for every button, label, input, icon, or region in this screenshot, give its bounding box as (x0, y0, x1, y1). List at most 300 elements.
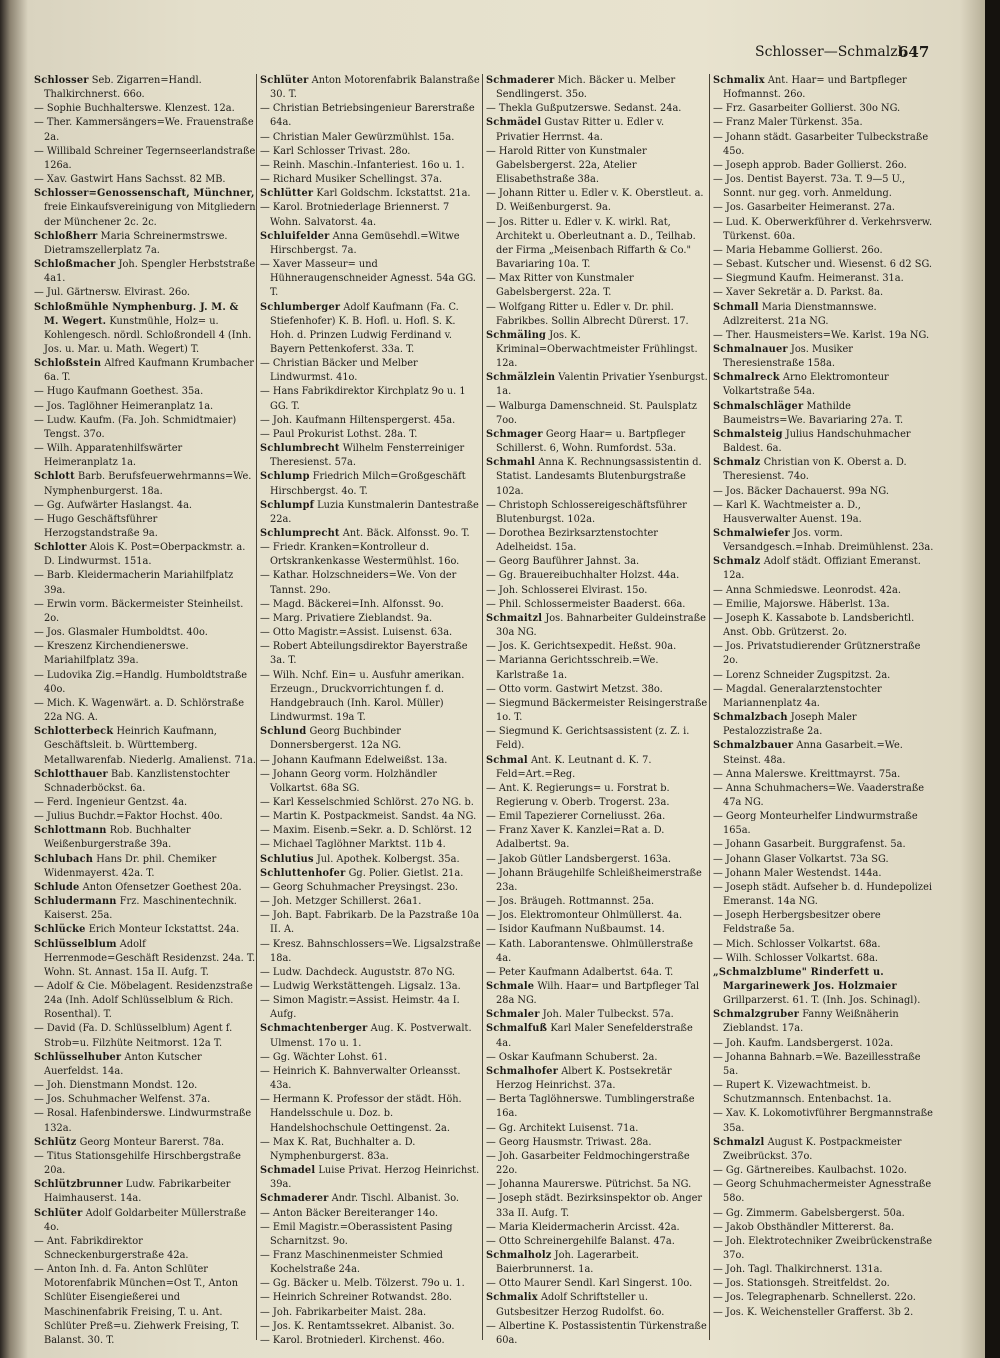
directory-entry (713, 966, 935, 1008)
entry-details: Joseph Maler Pestalozzistraße 2a. (723, 712, 857, 738)
entry-details: — Siegmund K. Gerichtsassistent (z. Z. i. Feld). (486, 726, 690, 752)
directory-entry (713, 527, 935, 555)
directory-entry (713, 1235, 935, 1263)
entry-details: — Jos. K. Rentamtssekret. Albanist. 3o. (260, 1320, 455, 1332)
entry-details: Gustav Ritter u. Edler v. Privatier Herrnst. 4a. (496, 117, 665, 143)
entry-details: — Georg Bauführer Jahnst. 3a. (486, 556, 640, 568)
directory-entry (260, 541, 482, 569)
directory-entry (260, 1164, 482, 1192)
directory-entry (260, 1192, 482, 1206)
entry-details: Friedrich Milch=Großgeschäft Hirschbergst. 4o. T. (270, 471, 466, 497)
entry-surname: Schmaler (486, 1009, 540, 1021)
entry-details: Anton Motorenfabrik Balanstraße 30. T. (270, 75, 480, 101)
entry-details: — Magdal. Generalarztenstochter Mariannenplatz 4a. (713, 683, 882, 709)
entry-details: — Frz. Gasarbeiter Gollierst. 30o NG. (713, 103, 901, 115)
directory-entry (260, 640, 482, 668)
entry-details: — Joseph K. Kassabote b. Landsberichtl. Anst. Obb. Grützerst. 2o. (713, 612, 915, 639)
directory-entry (34, 385, 256, 399)
entry-surname: Schmahl (486, 457, 536, 469)
directory-entry (486, 272, 708, 300)
entry-surname: Schlüsselblum (34, 938, 117, 950)
directory-entry (260, 357, 482, 385)
entry-details: — Johann Gasarbeit. Burggrafenst. 5a. (713, 839, 906, 851)
directory-entry (260, 1334, 482, 1348)
entry-details: — Wilh. Schlosser Volkartst. 68a. (713, 952, 879, 964)
directory-entry (486, 1022, 708, 1050)
entry-details: — Joh. Elektrotechniker Zweibrückenstraße 37o. (713, 1235, 933, 1261)
entry-details: — Gg. Gärtnereibes. Kaulbachst. 102o. (713, 1165, 907, 1177)
directory-entry (713, 286, 935, 300)
directory-entry (713, 173, 935, 201)
running-head (755, 44, 990, 60)
directory-entry (34, 626, 256, 640)
entry-details: — Joh. Tagl. Thalkirchnerst. 131a. (713, 1264, 883, 1276)
entry-details: Jos. Musiker Theresienstraße 158a. (723, 343, 853, 370)
directory-column-4 (713, 74, 935, 1320)
directory-entry (713, 853, 935, 867)
entry-details: Georg Buchbinder Donnersbergerst. 12a NG. (270, 726, 402, 752)
directory-entry (260, 1207, 482, 1221)
entry-details: — Kath. Laborantenswe. Ohlmüllerstraße 4a. (486, 938, 694, 964)
entry-surname: Schmaderer (486, 75, 555, 86)
entry-details: Maria Schreinermstrswe. Dietramszellerplatz 7a. (44, 230, 228, 256)
entry-details: — Anna Schuhmachers=We. Vaaderstraße 47a NG. (713, 782, 925, 808)
entry-surname: Schlüter (260, 75, 309, 86)
directory-entry (34, 1150, 256, 1178)
entry-details: Christian von K. Oberst a. D. Theresienst. 74o. (723, 457, 907, 483)
entry-details: Luise Privat. Herzog Heinrichst. 39a. (270, 1165, 480, 1191)
directory-entry (260, 131, 482, 145)
directory-entry (713, 201, 935, 215)
entry-details: — Emilie, Majorswe. Häberlst. 13a. (713, 598, 890, 610)
directory-entry (713, 711, 935, 739)
entry-details: — Joseph Herbergsbesitzer obere Feldstraße 5a. (713, 910, 881, 936)
entry-details: — Ludw. Dachdeck. Auguststr. 87o NG. (260, 966, 456, 978)
directory-entry (260, 725, 482, 753)
directory-entry (713, 1037, 935, 1051)
directory-entry (260, 980, 482, 994)
directory-entry (34, 569, 256, 597)
entry-details: — Phil. Schlossermeister Baaderst. 66a. (486, 598, 686, 610)
directory-entry (486, 1192, 708, 1220)
entry-surname: Schmalz (713, 556, 761, 568)
directory-entry (34, 499, 256, 513)
entry-details: — Harold Ritter von Kunstmaler Gabelsbergerst. 22a, Atelier Elisabethstraße 38a. (486, 145, 647, 186)
directory-entry (713, 74, 935, 102)
entry-details: — Emil Magistr.=Oberassistent Pasing Scharnitzst. 9o. (260, 1221, 453, 1247)
directory-entry (34, 895, 256, 923)
entry-details: — Barb. Kleidermacherin Mariahilfplatz 39a. (34, 570, 234, 596)
directory-entry (486, 754, 708, 782)
entry-details: — Joh. Bapt. Fabrikarb. De la Pazstraße 10a II. A. (260, 910, 480, 936)
directory-entry (713, 909, 935, 937)
entry-surname: „Schmalzblume" Rinderfett u. Margarinewerk Jos. Holzmaier (713, 966, 897, 992)
directory-entry (34, 640, 256, 668)
directory-entry (713, 640, 935, 668)
entry-details: — Hugo Kaufmann Goethest. 35a. (34, 386, 204, 398)
entry-details: — Lorenz Schneider Zugspitzst. 2a. (713, 669, 891, 681)
directory-entry (260, 1221, 482, 1249)
entry-details: — Rupert K. Vizewachtmeist. b. Schutzmannsch. Entenbachst. 1a. (713, 1080, 892, 1106)
directory-entry (486, 499, 708, 527)
entry-details: — Mich. K. Wagenwärt. a. D. Schlörstraße 22a NG. A. (34, 697, 245, 724)
entry-details: — Wilh. Apparatenhilfswärter Heimeranplatz 1a. (34, 443, 183, 469)
directory-entry (713, 739, 935, 767)
entry-details: — Oskar Kaufmann Schuberst. 2a. (486, 1051, 658, 1063)
entry-details: Joh. Maler Tulbeckst. 57a. (542, 1009, 674, 1021)
entry-details: — Johann städt. Gasarbeiter Tulbeckstraße 45o. (713, 131, 929, 157)
directory-entry (713, 371, 935, 399)
directory-entry (34, 301, 256, 358)
directory-entry (486, 1221, 708, 1235)
entry-details: — Joh. Schlosserei Elvirast. 15o. (486, 584, 648, 596)
entry-details: — Martin K. Postpackmeist. Sandst. 4a NG. (260, 811, 477, 823)
entry-details: — Maxim. Eisenb.=Sekr. a. D. Schlörst. 12 (260, 825, 472, 837)
entry-details: — Georg Schuhmachermeister Agnesstraße 58o. (713, 1179, 932, 1205)
entry-details: — Johann Glaser Volkartst. 73a SG. (713, 853, 889, 865)
directory-entry (260, 1065, 482, 1093)
entry-details: Joh. Spengler Herbststraße 4a1. (44, 259, 256, 285)
directory-entry (486, 1291, 708, 1319)
entry-details: — Maria Kleidermacherin Arcisst. 42a. (486, 1221, 680, 1233)
entry-surname: Schloßstein (34, 358, 102, 370)
directory-entry (713, 881, 935, 909)
entry-details: — Jos. Elektromonteur Ohlmüllerst. 4a. (486, 910, 683, 922)
entry-surname: Schlottmann (34, 825, 107, 837)
directory-entry (486, 74, 708, 102)
entry-details: Joh. Lagerarbeit. Baierbrunnerst. 1a. (496, 1249, 639, 1276)
directory-entry (260, 102, 482, 130)
entry-surname: Schmachtenberger (260, 1023, 368, 1035)
directory-entry (34, 1051, 256, 1079)
entry-details: Erich Monteur Ickstattst. 24a. (88, 924, 240, 936)
entry-details: Karl Goldschm. Ickstattst. 21a. (316, 188, 471, 200)
entry-details: — Ludwig Werkstättengeh. Ligsalz. 13a. (260, 981, 461, 992)
directory-entry (260, 909, 482, 937)
entry-details: Hans Dr. phil. Chemiker Widenmayerst. 42a. T. (44, 853, 217, 879)
entry-details: — Magd. Bäckerei=Inh. Alfonsst. 9o. (260, 598, 444, 610)
directory-entry (486, 1249, 708, 1277)
entry-details: — Julius Buchdr.=Faktor Hochst. 40o. (34, 811, 223, 823)
directory-entry (260, 938, 482, 966)
entry-details: — Joseph städt. Bezirksinspektor ob. Anger 33a II. Aufg. T. (486, 1193, 703, 1219)
entry-details: — Jakob Gütler Landsbergerst. 163a. (486, 853, 672, 865)
entry-details: — Sebast. Kutscher und. Wiesenst. 6 d2 SG. (713, 259, 933, 271)
directory-entry (713, 952, 935, 966)
entry-details: — Marg. Privatiere Zieblandst. 9a. (260, 612, 433, 624)
directory-entry (34, 923, 256, 937)
directory-entry (34, 286, 256, 300)
entry-details: — Johann Ritter u. Edler v. K. Oberstleut. a. D. Weißenburgerst. 9a. (486, 188, 704, 214)
entry-details: — Hermann K. Professor der städt. Höh. Handelsschule u. Doz. b. Handelshochschule Oettingenst. 2a. (260, 1094, 462, 1134)
directory-entry (486, 116, 708, 144)
entry-details: — Georg Monteurhelfer Lindwurmstraße 165a. (713, 811, 918, 837)
directory-entry (260, 994, 482, 1022)
entry-details: — Karol. Brotniederl. Kirchenst. 46o. (260, 1334, 445, 1346)
directory-entry (486, 598, 708, 612)
entry-details: Jos. Bahnarbeiter Guldeinstraße 30a NG. (496, 612, 706, 639)
entry-details: — Anna Malerswe. Kreittmayrst. 75a. (713, 768, 901, 780)
entry-details: Anna Gemüsehdl.=Witwe Hirschbergst. 7a. (270, 230, 460, 256)
entry-surname: Schmaitzl (486, 612, 543, 624)
directory-entry (713, 810, 935, 838)
directory-entry (713, 1164, 935, 1178)
directory-entry (260, 838, 482, 852)
directory-entry (486, 966, 708, 980)
directory-entry (34, 1022, 256, 1050)
entry-surname: Schmalfuß (486, 1023, 548, 1035)
directory-entry (260, 201, 482, 229)
entry-surname: Schludermann (34, 896, 117, 908)
entry-details: — Gg. Zimmerm. Gabelsbergerst. 50a. (713, 1207, 905, 1219)
entry-details: — Heinrich K. Bahnverwalter Orleansst. 43a. (260, 1065, 461, 1092)
entry-surname: Schlotter (34, 542, 87, 554)
entry-details: Kunstmühle, Holz= u. Kohlengesch. nördl. Schloßrondell 4 (Inh. Jos. u. Mar. u. Math. Wegert) T. (44, 315, 252, 355)
entry-details: — Jos. Privatstudierender Grütznerstraße 2o. (713, 641, 921, 667)
directory-entry (713, 1107, 935, 1135)
entry-details: — Thekla Gußputzerswe. Sedanst. 24a. (486, 103, 682, 115)
directory-entry (713, 1178, 935, 1206)
entry-details: Jos. vorm. Versandgesch.=Inhab. Dreimühlenst. 23a. (723, 528, 934, 554)
directory-entry (486, 853, 708, 867)
entry-details: — Jos. Ritter u. Edler v. K. wirkl. Rat, Architekt u. Oberleutnant a. D., Teilhab. der Firma „Meisenbach Riffarth & Co." Bavariaring 10a. T. (486, 216, 696, 271)
entry-details: — Georg Hausmstr. Triwast. 28a. (486, 1136, 652, 1148)
entry-details: — Karl Kesselschmied Schlörst. 27o NG. b. (260, 796, 474, 808)
entry-surname: Schlumpf (260, 499, 315, 511)
entry-details: Adolf städt. Offiziant Emeranst. 12a. (723, 556, 921, 582)
directory-entry (713, 1051, 935, 1079)
entry-details: — Dorothea Bezirksarztenstochter Adelheidst. 15a. (486, 528, 658, 554)
entry-details: — Johanna Bahnarb.=We. Bazeillesstraße 5a. (713, 1051, 921, 1077)
running-head-title: Schlosser—Schmalzl. (755, 44, 907, 60)
entry-details: — Anna Schmiedswe. Leonrodst. 42a. (713, 584, 901, 596)
directory-entry (34, 938, 256, 980)
directory-entry (260, 499, 482, 527)
directory-entry (486, 371, 708, 399)
entry-surname: Schlump (260, 471, 310, 483)
entry-surname: Schloßmühle Nymphenburg. J. M. & M. Wegert. (34, 301, 239, 327)
directory-entry (34, 116, 256, 144)
entry-details: — Johann Georg vorm. Holzhändler Volkartst. 68a SG. (260, 768, 437, 794)
entry-surname: Schlüsselhuber (34, 1051, 122, 1063)
directory-entry (260, 301, 482, 358)
directory-entry (260, 1320, 482, 1334)
directory-entry (34, 1207, 256, 1235)
directory-entry (34, 1136, 256, 1150)
entry-details: — Maria Hebamme Gollierst. 26o. (713, 244, 883, 256)
entry-details: Mich. Bäcker u. Melber Sendlingerst. 35o. (496, 75, 676, 101)
entry-details: — Kathar. Holzschneiders=We. Von der Tannst. 29o. (260, 570, 457, 596)
directory-entry (486, 1235, 708, 1249)
entry-details: Jul. Apothek. Kolbergst. 35a. (316, 853, 460, 865)
entry-details: — Anton Bäcker Bereiteranger 14o. (260, 1207, 438, 1219)
entry-details: — Johann Bräugehilfe Schleißheimerstraße 23a. (486, 867, 702, 893)
directory-entry (260, 853, 482, 867)
entry-details: — Jos. K. Weichensteller Grafferst. 3b 2. (713, 1306, 914, 1318)
directory-entry (34, 1178, 256, 1206)
entry-surname: Schmädel (486, 117, 542, 129)
entry-surname: Schmale (486, 981, 535, 992)
entry-surname: Schlücke (34, 924, 86, 936)
directory-entry (713, 1008, 935, 1036)
entry-details: — Ther. Hausmeisters=We. Karlst. 19a NG. (713, 329, 930, 341)
entry-details: — Albertine K. Postassistentin Türkenstraße 60a. (486, 1320, 707, 1346)
entry-details: Anna K. Rechnungsassistentin d. Statist. Landesamts Blutenburgstraße 102a. (496, 457, 702, 497)
directory-entry (260, 626, 482, 640)
entry-details: — Jos. Gasarbeiter Heimeranst. 27a. (713, 202, 895, 214)
entry-details: — Jos. Stationsgeh. Streitfeldst. 2o. (713, 1278, 890, 1290)
directory-entry (713, 485, 935, 499)
directory-entry (260, 1051, 482, 1065)
column-rule (256, 74, 257, 1340)
directory-entry (260, 173, 482, 187)
directory-entry (34, 824, 256, 852)
column-rule (482, 74, 483, 1340)
entry-details: Valentin Privatier Ysenburgst. 1a. (496, 372, 708, 398)
entry-details: freie Einkaufsvereinigung von Mitgliedern der Münchener 2c. 2c. (44, 202, 256, 228)
directory-entry (713, 598, 935, 612)
entry-surname: Schlosser (34, 75, 89, 86)
directory-entry (486, 640, 708, 654)
entry-details: Georg Haar= u. Bartpfleger Schillerst. 6, Wohn. Rumfordst. 53a. (496, 428, 686, 455)
directory-entry (486, 1150, 708, 1178)
entry-details: — Gg. Brauereibuchhalter Holzst. 44a. (486, 570, 680, 582)
entry-details: Adolf Goldarbeiter Müllerstraße 4o. (44, 1207, 247, 1233)
entry-details: — Xav. K. Lokomotivführer Bergmannstraße 35a. (713, 1108, 933, 1134)
entry-details: — Peter Kaufmann Adalbertst. 64a. T. (486, 966, 674, 978)
entry-details: — Franz Maler Türkenst. 35a. (713, 117, 863, 129)
directory-entry (34, 1263, 256, 1348)
entry-details: Ant. Haar= und Bartpfleger Hofmannst. 26o. (723, 75, 907, 101)
directory-entry (260, 159, 482, 173)
entry-details: — Jos. Bräugeh. Rottmannst. 25a. (486, 896, 655, 908)
entry-details: Fanny Weißnäherin Zieblandst. 17a. (723, 1009, 899, 1035)
entry-details: Rob. Buchhalter Weißenburgerstraße 39a. (44, 825, 191, 851)
entry-surname: Schmadel (260, 1165, 316, 1177)
entry-details: — Heinrich Schreiner Rotwandst. 28o. (260, 1292, 452, 1304)
directory-entry (486, 824, 708, 852)
entry-details: — David (Fa. D. Schlüsselblum) Agent f. Strob=u. Filzhüte Neitmorst. 12a T. (34, 1023, 233, 1049)
entry-surname: Schmalzl (713, 1136, 765, 1148)
directory-column-3 (486, 74, 708, 1348)
entry-details: Wilh. Haar= und Bartpfleger Tal 28a NG. (496, 981, 700, 1007)
entry-details: Luzia Kunstmalerin Dantestraße 22a. (270, 499, 479, 525)
entry-surname: Schmaderer (260, 1193, 329, 1205)
entry-details: Adolf Herrenmode=Geschäft Residenzst. 24a. T. Wohn. St. Annast. 15a II. Aufg. T. (44, 938, 256, 978)
directory-entry (34, 541, 256, 569)
directory-entry (486, 569, 708, 583)
directory-entry (486, 782, 708, 810)
directory-entry (486, 1320, 708, 1348)
entry-details: — Walburga Damenschneid. St. Paulsplatz 7oo. (486, 400, 697, 426)
entry-surname: Schlumberger (260, 301, 341, 313)
entry-details: — Titus Stationsgehilfe Hirschbergstraße 20a. (34, 1150, 241, 1177)
entry-details: — Wilh. Nchf. Ein= u. Ausfuhr amerikan. Erzeugn., Druckvorrichtungen f. d. Handgebrauch (Inh. Karol. Müller) Lindwurmst. 19a T. (260, 669, 465, 724)
entry-surname: Schloßherr (34, 230, 98, 242)
entry-details: — Xaver Masseur= und Hühneraugenschneider Agnesst. 54a GG. T. (260, 259, 476, 299)
directory-entry (713, 555, 935, 583)
directory-entry (486, 810, 708, 824)
directory-entry (713, 301, 935, 329)
entry-details: — Joh. Kaufmann Hiltenspergerst. 45a. (260, 414, 456, 426)
directory-entry (34, 442, 256, 470)
entry-surname: Schlüter (34, 1207, 83, 1219)
entry-details: — Karl K. Wachtmeister a. D., Hausverwalter Auenst. 19a. (713, 499, 862, 525)
entry-details: — Willibald Schreiner Tegernseerlandstraße 126a. (34, 145, 256, 171)
entry-details: Wilhelm Fensterreiniger Theresienst. 57a. (270, 443, 465, 469)
entry-surname: Schlubach (34, 853, 94, 865)
entry-details: — Michael Taglöhner Marktst. 11b 4. (260, 839, 446, 851)
entry-details: Adolf Schriftsteller u. Gutsbesitzer Herzog Rudolfst. 6o. (496, 1292, 665, 1318)
directory-entry (260, 1249, 482, 1277)
directory-entry (260, 428, 482, 442)
directory-entry (486, 1178, 708, 1192)
directory-entry (260, 1306, 482, 1320)
entry-details: — Siegmund Kaufm. Heimeranst. 31a. (713, 273, 904, 285)
directory-entry (34, 1107, 256, 1135)
entry-details: Mathilde Baumeistrs=We. Bavariaring 27a. T. (723, 400, 904, 426)
entry-details: — Friedr. Kranken=Kontrolleur d. Ortskrankenkasse Westermühlst. 16o. (260, 542, 460, 568)
entry-details: — Kreszenz Kirchendienerswe. Mariahilfplatz 39a. (34, 641, 189, 667)
directory-entry (486, 301, 708, 329)
directory-entry (34, 725, 256, 767)
entry-details: — Wolfgang Ritter u. Edler v. Dr. phil. Fabrikbes. Sollin Albrecht Dürerst. 17. (486, 301, 689, 327)
directory-entry (260, 1022, 482, 1050)
entry-details: Heinrich Kaufmann, Geschäftsleit. b. Württemberg. Metallwarenfab. Niederlg. Amalienst. 71a. (44, 726, 256, 766)
entry-details: — Berta Taglöhnerswe. Tumblingerstraße 16a. (486, 1094, 695, 1120)
entry-surname: Schlotterbeck (34, 726, 114, 738)
entry-details: — Christian Betriebsingenieur Barerstraße 64a. (260, 103, 475, 129)
directory-entry (486, 1277, 708, 1291)
directory-entry (260, 145, 482, 159)
directory-entry (34, 74, 256, 102)
directory-entry (260, 881, 482, 895)
directory-entry (260, 669, 482, 726)
entry-details: — Ludovika Zig.=Handlg. Humboldtstraße 40o. (34, 669, 248, 695)
directory-entry (260, 442, 482, 470)
entry-details: — Otto vorm. Gastwirt Metzst. 38o. (486, 683, 663, 695)
directory-entry (713, 768, 935, 782)
directory-entry (34, 258, 256, 286)
entry-details: — Kresz. Bahnschlossers=We. Ligsalzstraße 18a. (260, 938, 481, 964)
entry-surname: Schmalix (713, 75, 765, 86)
entry-details: — Jos. Taglöhner Heimeranplatz 1a. (34, 400, 214, 412)
directory-entry (34, 980, 256, 1022)
entry-surname: Schmalreck (713, 372, 780, 384)
directory-entry (260, 187, 482, 201)
entry-details: Bab. Kanzlistenstochter Schnaderböckst. 6a. (44, 768, 230, 794)
entry-details: — Jos. Schuhmacher Welfenst. 37a. (34, 1094, 211, 1106)
directory-entry (713, 782, 935, 810)
entry-details: — Joseph städt. Aufseher b. d. Hundepolizei Emeranst. 14a NG. (713, 881, 932, 908)
entry-details: — Georg Schuhmacher Preysingst. 23o. (260, 881, 458, 893)
entry-surname: Schlotthauer (34, 768, 108, 780)
entry-details: Julius Handschuhmacher Baldest. 6a. (723, 428, 911, 455)
entry-details: Frz. Maschinentechnik. Kaiserst. 25a. (44, 896, 237, 922)
entry-details: — Gg. Bäcker u. Melb. Tölzerst. 79o u. 1. (260, 1278, 465, 1290)
directory-entry (260, 612, 482, 626)
directory-entry (34, 598, 256, 626)
entry-details: — Jul. Gärtnersw. Elvirast. 26o. (34, 287, 191, 299)
directory-entry (34, 810, 256, 824)
entry-surname: Schmäling (486, 329, 547, 341)
entry-details: — Max Ritter von Kunstmaler Gabelsbergerst. 22a. T. (486, 273, 634, 299)
directory-entry (486, 895, 708, 909)
entry-surname: Schlützbrunner (34, 1179, 123, 1191)
directory-entry (486, 612, 708, 640)
entry-details: Aug. K. Postverwalt. Ulmenst. 17o u. 1. (270, 1023, 472, 1049)
entry-details: Arno Elektromonteur Volkartstraße 54a. (723, 372, 889, 398)
